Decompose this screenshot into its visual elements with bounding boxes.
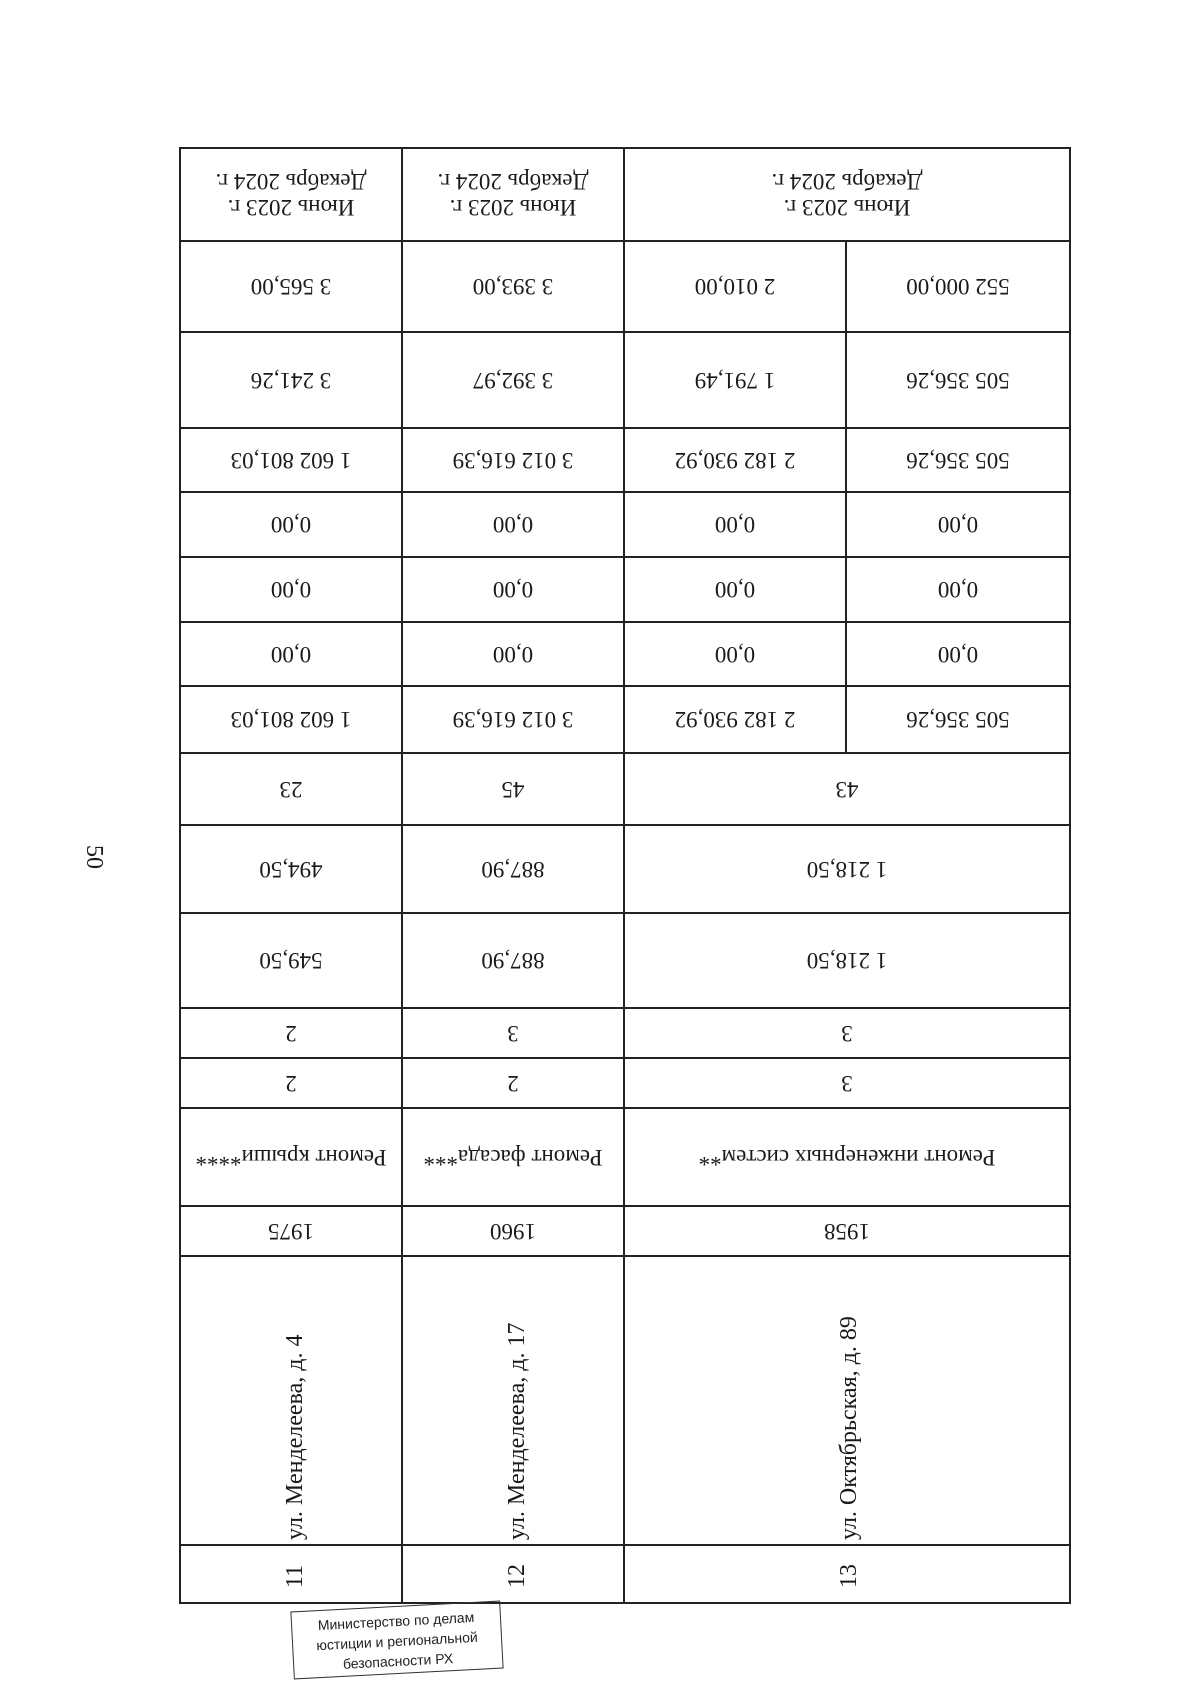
cell-work-type: Ремонт инженерных систем**: [698, 1145, 996, 1170]
cell-sum2: 1 602 801,03: [230, 448, 352, 473]
cell-work-type: Ремонт крыши****: [195, 1145, 387, 1170]
cell-work-type: Ремонт фасада***: [423, 1145, 603, 1170]
cell-sum2-b: 505 356,26: [906, 448, 1010, 473]
header-period-start: Июнь 2023 г.: [783, 195, 911, 221]
cell-area2: 494,50: [259, 857, 323, 882]
cell-people: 23: [279, 777, 303, 802]
cell-people: 43: [835, 777, 859, 802]
cell-sum1-a: 2 182 930,92: [674, 707, 796, 733]
header-period-start: Июнь 2023 г.: [449, 195, 577, 221]
cell-v1: 2: [285, 1071, 297, 1096]
stamp-line: Министерство по делам: [317, 1608, 475, 1634]
cell-unit1: 3 241,26: [250, 368, 332, 393]
cell-v1: 3: [841, 1071, 853, 1096]
cell-sum1: 1 602 801,03: [230, 707, 352, 733]
cell-zero: 0,00: [937, 512, 979, 538]
cell-area1: 887,90: [481, 948, 545, 974]
cell-unit2-b: 552 000,00: [906, 274, 1010, 300]
cell-zero: 0,00: [714, 577, 756, 603]
header-period-end: Декабрь 2024 г.: [215, 169, 367, 195]
cell-address: ул. Менделеева, д. 17: [504, 1322, 530, 1540]
cell-year: 1975: [268, 1219, 314, 1244]
cell-zero: 0,00: [492, 642, 534, 667]
cell-zero: 0,00: [937, 642, 979, 667]
cell-unit1-a: 1 791,49: [694, 368, 776, 393]
cell-row-number: 11: [282, 1564, 308, 1588]
cell-zero: 0,00: [270, 642, 312, 667]
page-number: 50: [81, 845, 107, 869]
cell-people: 45: [501, 777, 525, 802]
cell-area2: 1 218,50: [806, 857, 888, 882]
cell-year: 1960: [490, 1219, 536, 1244]
cell-area2: 887,90: [481, 857, 545, 882]
cell-v2: 3: [507, 1021, 519, 1046]
cell-zero: 0,00: [270, 577, 312, 603]
cell-unit1: 3 392,97: [472, 368, 554, 393]
header-period-start: Июнь 2023 г.: [227, 195, 355, 221]
cell-sum2-a: 2 182 930,92: [674, 448, 796, 473]
stamp-line: юстиции и региональной: [315, 1628, 479, 1654]
cell-row-number: 12: [504, 1564, 530, 1588]
ministry-stamp: [290, 1601, 503, 1680]
cell-v2: 2: [285, 1021, 297, 1046]
cell-address: ул. Октябрьская, д. 89: [836, 1316, 862, 1540]
cell-v1: 2: [507, 1071, 519, 1096]
header-period-end: Декабрь 2024 г.: [437, 169, 589, 195]
cell-zero: 0,00: [714, 512, 756, 538]
cell-zero: 0,00: [714, 642, 756, 667]
cell-sum1-b: 505 356,26: [906, 707, 1010, 733]
cell-address: ул. Менделеева, д. 4: [282, 1334, 308, 1540]
header-period-a: [180, 148, 402, 241]
cell-unit2: 3 565,00: [250, 274, 332, 300]
cell-row-number: 13: [836, 1564, 862, 1588]
cell-sum2: 3 012 616,39: [452, 448, 574, 473]
header-period-end: Декабрь 2024 г.: [771, 169, 923, 195]
cell-zero: 0,00: [492, 512, 534, 538]
cell-zero: 0,00: [937, 577, 979, 603]
cell-unit2: 3 393,00: [472, 274, 554, 300]
header-period-b: [402, 148, 624, 241]
cell-unit1-b: 505 356,26: [906, 368, 1010, 393]
cell-year: 1958: [824, 1219, 870, 1244]
cell-zero: 0,00: [270, 512, 312, 538]
stamp-line: безопасности РХ: [342, 1650, 454, 1672]
header-period-c: [624, 148, 1070, 241]
cell-zero: 0,00: [492, 577, 534, 603]
cell-v2: 3: [841, 1021, 853, 1046]
cell-unit2-a: 2 010,00: [694, 274, 776, 300]
cell-area1: 1 218,50: [806, 948, 888, 974]
cell-sum1: 3 012 616,39: [452, 707, 574, 733]
cell-area1: 549,50: [259, 948, 323, 974]
